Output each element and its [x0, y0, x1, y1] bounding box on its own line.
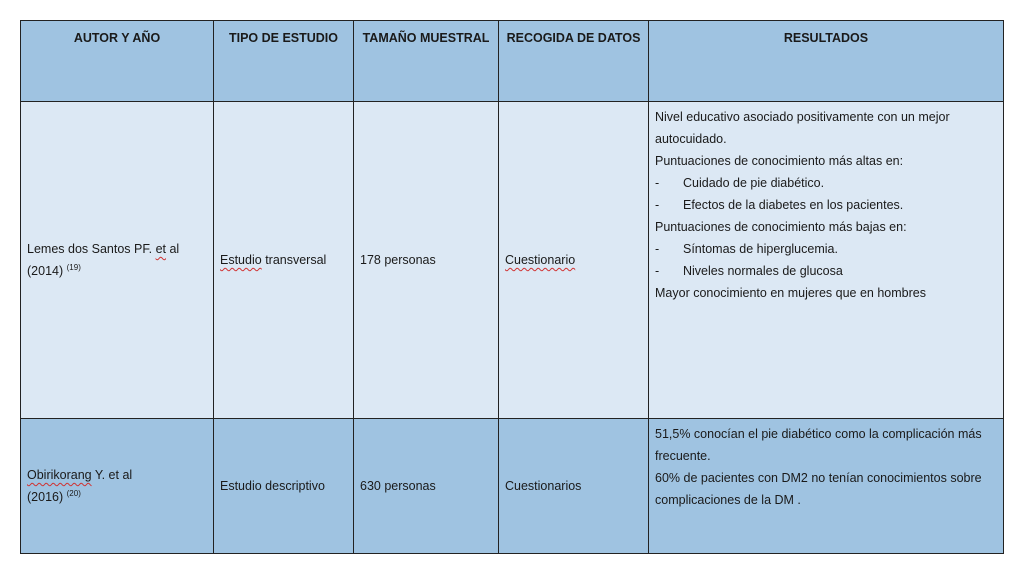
reference-number: (20) — [66, 488, 81, 498]
study-type-main: Estudio — [220, 253, 262, 267]
author-name: Lemes dos Santos PF. — [27, 242, 153, 256]
result-bullet: - Efectos de la diabetes en los pacientes. — [655, 194, 997, 216]
author-cell — [21, 419, 214, 554]
sample-size-cell: 178 personas — [354, 102, 499, 419]
author-year: (2014) — [27, 264, 64, 278]
results-cell — [649, 419, 1004, 554]
header-results: RESULTADOS — [649, 21, 1004, 102]
result-line: Nivel educativo asociado positivamente con un mejor autocuidado. — [655, 110, 950, 146]
author-et: et — [155, 242, 166, 256]
studies-table — [20, 20, 1004, 554]
author-al: al — [169, 242, 180, 256]
table-row — [21, 102, 1004, 419]
author-etal: Y. et al — [94, 468, 133, 482]
author-year: (2016) — [27, 490, 64, 504]
author-name: Obirikorang — [27, 468, 92, 482]
header-sample-size: TAMAÑO MUESTRAL — [354, 21, 499, 102]
header-study-type: TIPO DE ESTUDIO — [214, 21, 354, 102]
sample-size-cell: 630 personas — [354, 419, 499, 554]
result-line: Puntuaciones de conocimiento más altas en: — [655, 154, 904, 168]
study-type-rest: transversal — [265, 253, 327, 267]
result-line: 60% de pacientes con DM2 no tenían conocimientos sobre complicaciones de la DM . — [655, 471, 982, 507]
study-type-cell: Estudio descriptivo — [214, 419, 354, 554]
data-collection-value: Cuestionario — [505, 253, 576, 267]
result-bullet: - Cuidado de pie diabético. — [655, 172, 997, 194]
author-cell — [21, 102, 214, 419]
result-line: Mayor conocimiento en mujeres que en hombres — [655, 286, 926, 300]
table-row — [21, 419, 1004, 554]
result-line: 51,5% conocían el pie diabético como la complicación más frecuente. — [655, 427, 982, 463]
header-row — [21, 21, 1004, 102]
reference-number: (19) — [66, 262, 81, 272]
header-author-year: AUTOR Y AÑO — [21, 21, 214, 102]
results-cell — [649, 102, 1004, 419]
result-line: Puntuaciones de conocimiento más bajas en: — [655, 220, 907, 234]
header-data-collection: RECOGIDA DE DATOS — [499, 21, 649, 102]
data-collection-cell — [499, 102, 649, 419]
result-bullet: - Niveles normales de glucosa — [655, 260, 997, 282]
study-type-cell — [214, 102, 354, 419]
data-collection-cell: Cuestionarios — [499, 419, 649, 554]
result-bullet: - Síntomas de hiperglucemia. — [655, 238, 997, 260]
